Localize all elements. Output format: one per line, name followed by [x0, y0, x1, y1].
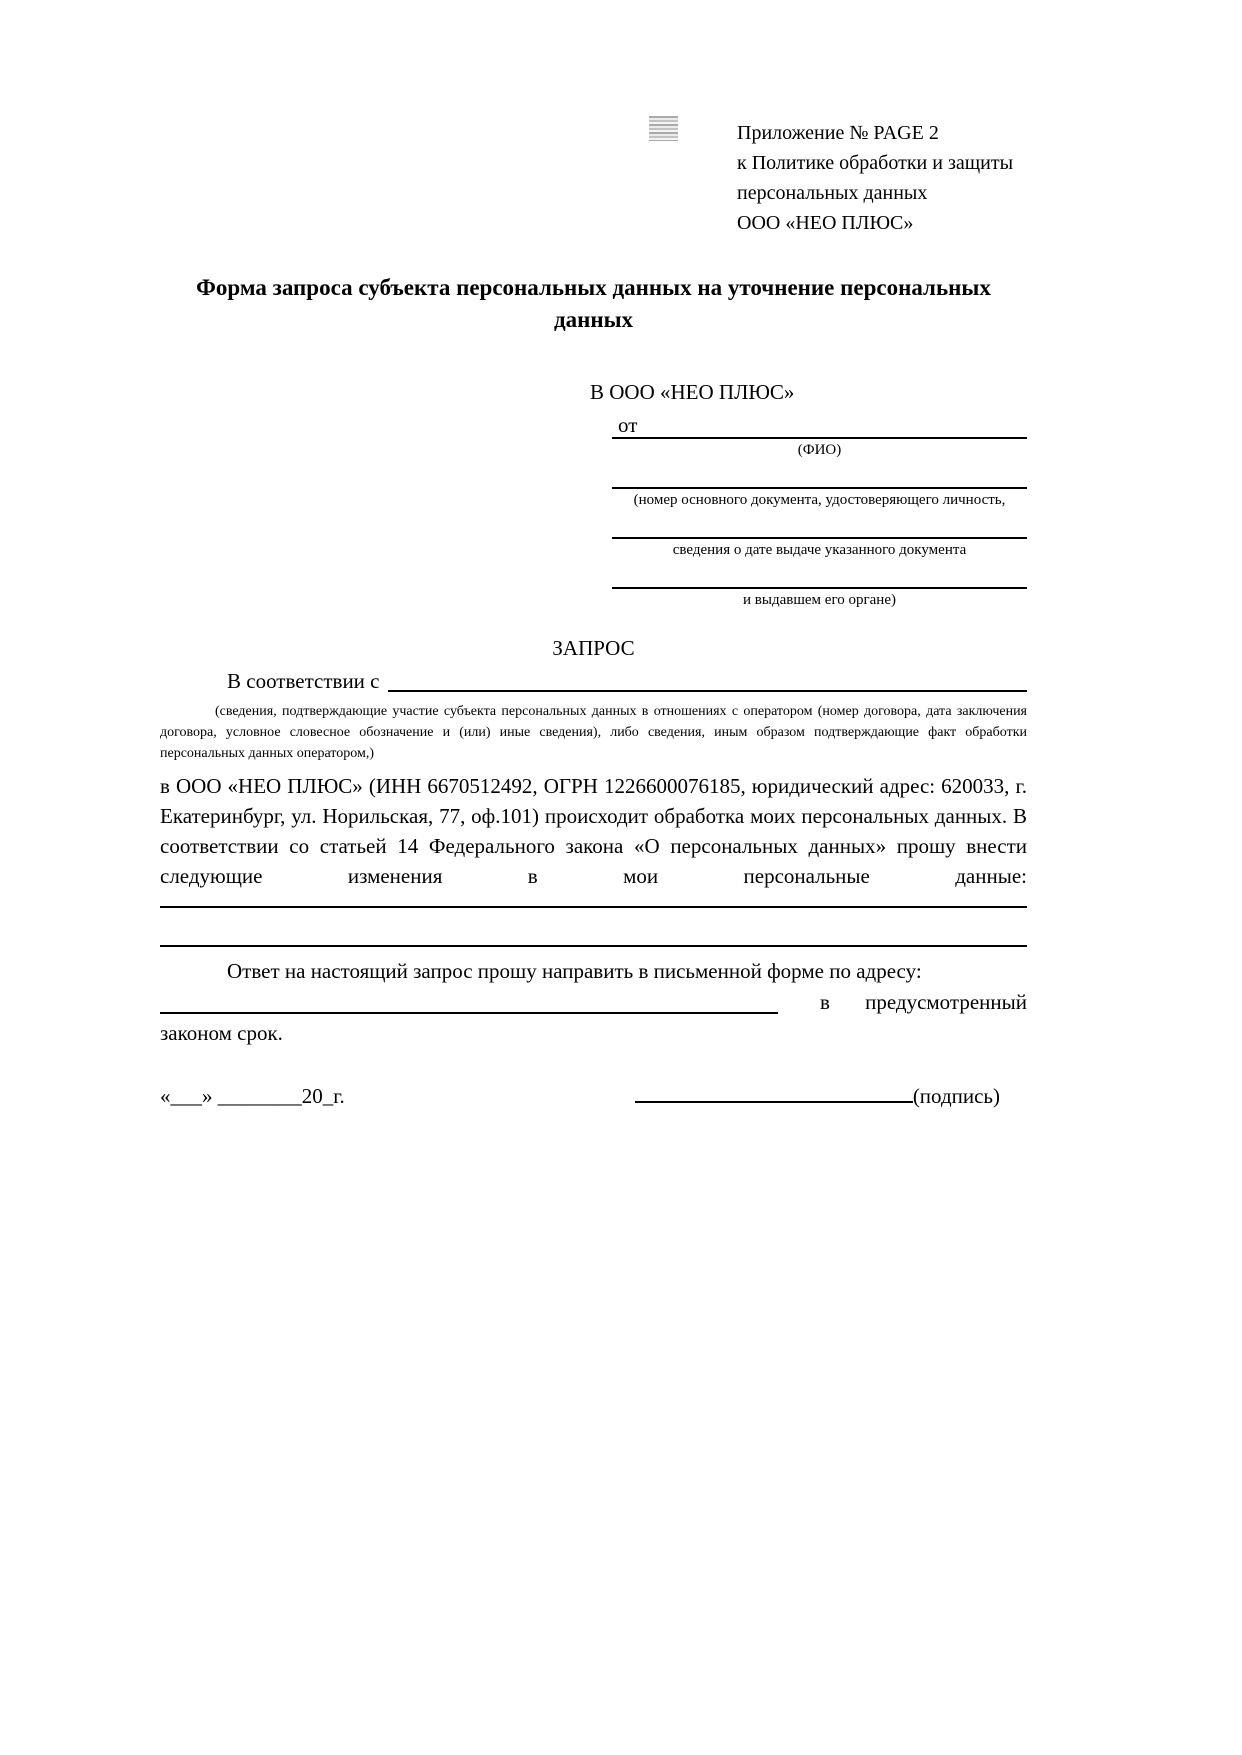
reply-word-v: в	[820, 990, 830, 1014]
document-title: Форма запроса субъекта персональных данных на уточнение персональных данных	[196, 275, 991, 332]
field-caption-issuing-authority: и выдавшем его органе)	[743, 592, 896, 608]
blank-line-changes-1	[160, 891, 1027, 908]
addressee-org: В ООО «НЕО ПЛЮС»	[590, 380, 795, 404]
header-line-policy: к Политике обработки и защиты	[737, 152, 1014, 174]
blank-line-document-number	[612, 461, 1027, 489]
header-line-appendix: Приложение № PAGE 2	[737, 122, 939, 144]
signature-block	[635, 1081, 1000, 1111]
intro-prefix: В соответствии с	[227, 669, 380, 693]
field-caption-issue-date: сведения о дате выдаче указанного документа	[672, 542, 967, 558]
reply-paragraph-line1: Ответ на настоящий запрос прошу направить в письменной форме по адресу:	[227, 959, 922, 983]
blank-line-issuing-authority	[612, 561, 1027, 589]
blank-line-signature	[635, 1082, 913, 1103]
blank-line-issue-date	[612, 511, 1027, 539]
request-heading: ЗАПРОС	[552, 636, 635, 660]
reply-word-stipulated: предусмотренный	[865, 990, 1027, 1014]
header-line-personal-data: персональных данных	[737, 182, 928, 204]
addressee-block	[590, 374, 1027, 611]
reply-paragraph-line2	[160, 987, 1027, 1018]
date-line: «___» ________20_г.	[160, 1084, 345, 1108]
reply-paragraph-line3: законом срок.	[160, 1021, 283, 1045]
from-label: от	[618, 413, 638, 437]
blank-line-changes-2	[160, 908, 1027, 947]
field-caption-fio: (ФИО)	[797, 442, 842, 458]
fine-print-note: (сведения, подтверждающие участие субъекта персональных данных в отношениях с оператором (номер договора, дата заключения договора, условное словесное обозначение и (или) иные сведения), либо сведения, иным образом подтверждающие факт обработки персональных данных оператором,)	[160, 704, 1027, 761]
header-block	[737, 118, 1027, 238]
from-row	[612, 411, 1027, 439]
blank-line-address	[160, 1012, 778, 1014]
blank-line-relationship-proof	[388, 690, 1028, 692]
blurred-artifact-icon	[649, 116, 678, 141]
request-body: в ООО «НЕО ПЛЮС» (ИНН 6670512492, ОГРН 1226600076185, юридический адрес: 620033, г. Екатеринбург, ул. Норильская, 77, оф.101) происходит обработка моих персональных данных. В соответствии со статьей 14 Федерального закона «О персональных данных» прошу внести следующие изменения в мои персональные данные:	[160, 774, 1027, 888]
field-caption-document-number: (номер основного документа, удостоверяющего личность,	[633, 492, 1006, 508]
intro-row	[160, 667, 1027, 696]
header-line-company: ООО «НЕО ПЛЮС»	[737, 212, 914, 234]
date-signature-row	[160, 1081, 1027, 1111]
signature-caption: (подпись)	[912, 1084, 1000, 1108]
